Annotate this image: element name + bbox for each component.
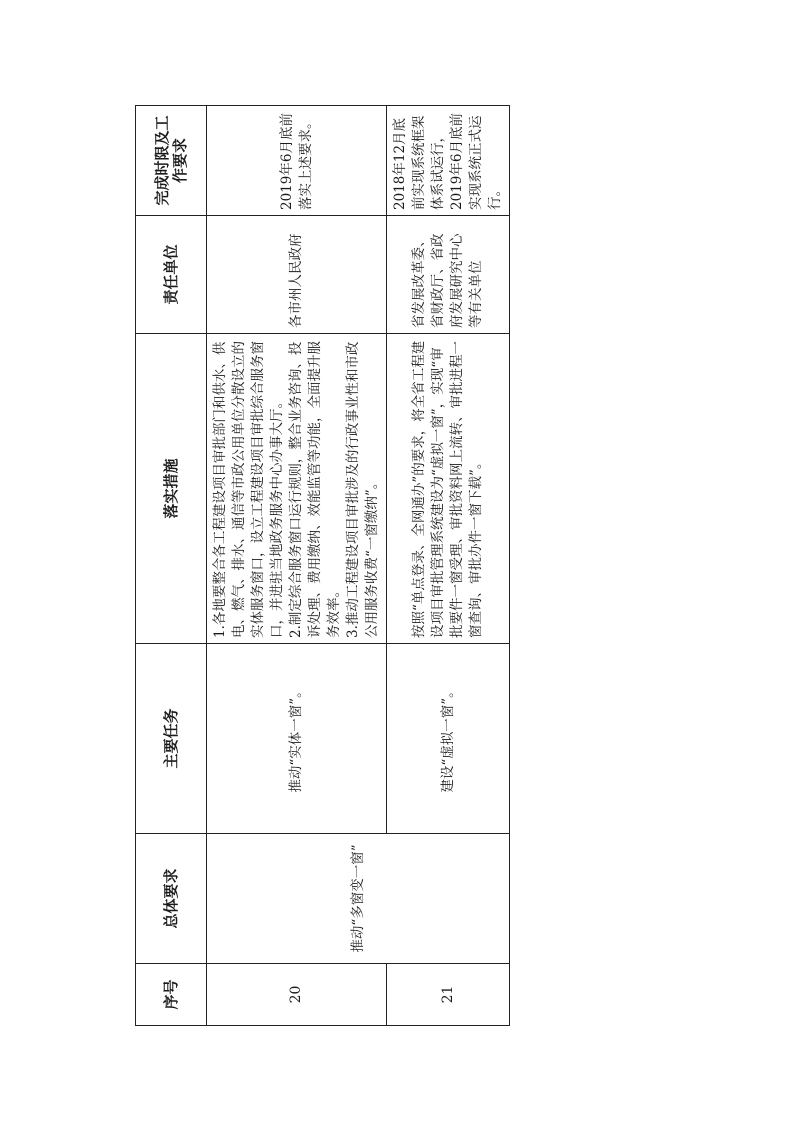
- header-row: [136, 106, 207, 1026]
- row-responsible: 各市州人民政府: [207, 216, 387, 334]
- row-seq: 21: [387, 964, 510, 1026]
- header-overall: 总体要求: [136, 834, 207, 964]
- header-seq: 序号: [136, 964, 207, 1026]
- measure-item: 按照“单点登录、全网通办”的要求，将全省工程建设项目审批管理系统建设为“虚拟一窗”，实现“审批要件一窗受理、审批资料网上流转、审批进程一窗查询、审批办件一窗下载”。: [411, 340, 484, 638]
- header-task: 主要任务: [136, 644, 207, 834]
- measure-item: 3.推动工程建设项目审批涉及的行政事业性和市政公用服务收费“一窗缴纳”。: [345, 341, 380, 638]
- row-deadline: 2018年12月底前实现系统框架体系试运行，2019年6月底前实现系统正式运行。: [387, 106, 510, 216]
- rotated-table-wrapper: [135, 106, 503, 1026]
- header-responsible: 责任单位: [136, 216, 207, 334]
- header-measures: 落实措施: [136, 334, 207, 644]
- row-measures: [387, 334, 510, 644]
- task-table: [135, 105, 510, 1026]
- row-deadline: 2019年6月底前落实上述要求。: [207, 106, 387, 216]
- row-responsible: 省发展改革委、省财政厅、省政府发展研究中心等有关单位: [387, 216, 510, 334]
- measure-item: 2.制定综合服务窗口运行规则，整合业务咨询、投诉处理、费用缴纳、效能监管等功能，全面提升服务效率。: [288, 341, 342, 638]
- row-seq: 20: [207, 964, 387, 1026]
- measure-item: 1.各地要整合各工程建设项目审批部门和供水、供电、燃气、排水、通信等市政公用单位分散设立的实体服务窗口，设立工程建设项目审批综合服务窗口，并进驻当地政务服务中心办事大厅。: [212, 341, 285, 638]
- row-measures: [207, 334, 387, 644]
- row-task: 推动“实体一窗”。: [207, 644, 387, 834]
- row-task: 建设“虚拟一窗”。: [387, 644, 510, 834]
- header-deadline: 完成时限及工作要求: [136, 106, 207, 216]
- overall-requirement: 推动“多窗变一窗”: [207, 834, 510, 964]
- table-row: [207, 106, 387, 1026]
